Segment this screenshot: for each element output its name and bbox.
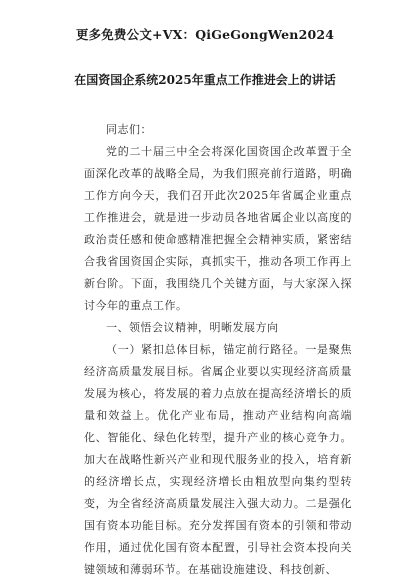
watermark-header: 更多免费公文+VX：QiGeGongWen2024 (75, 27, 335, 42)
document-body (84, 119, 352, 581)
section-heading: 一、领悟会议精神，明晰发展方向 (106, 321, 279, 334)
document-title: 在国资国企系统2025年重点工作推进会上的讲话 (74, 73, 336, 87)
salutation: 同志们： (106, 123, 152, 136)
body-paragraph: 党的二十届三中全会将深化国资国企改革置于全面深化改革的战略全局，为我们照亮前行道路，明确工作方向今天，我们召开此次2025年省属企业重点工作推进会，就是进一步动员各地省属企业以高度的政治责任感和使命感精准把握全会精神实质，紧密结合我省国资国企实际，真抓实干，推动各项工作再上新台阶。下面，我围绕几个关键方面，与大家深入探讨今年的重点工作。 (84, 145, 352, 312)
sub-paragraph: （一）紧扣总体目标，锚定前行路径。一是聚焦经济高质量发展目标。省属企业要以实现经济高质量发展为核心，将发展的着力点放在提高经济增长的质量和效益上。优化产业布局，推动产业结构向高端化、智能化、绿色化转型，提升产业的核心竞争力。加大在战略性新兴产业和现代服务业的投入，培育新的经济增长点，实现经济增长由粗放型向集约型转变，为全省经济高质量发展注入强大动力。二是强化国有资本功能目标。充分发挥国有资本的引领和带动作用，通过优化国有资本配置，引导社会资本投向关键领域和薄弱环节。在基础设施建设、科技创新、 (84, 343, 352, 576)
